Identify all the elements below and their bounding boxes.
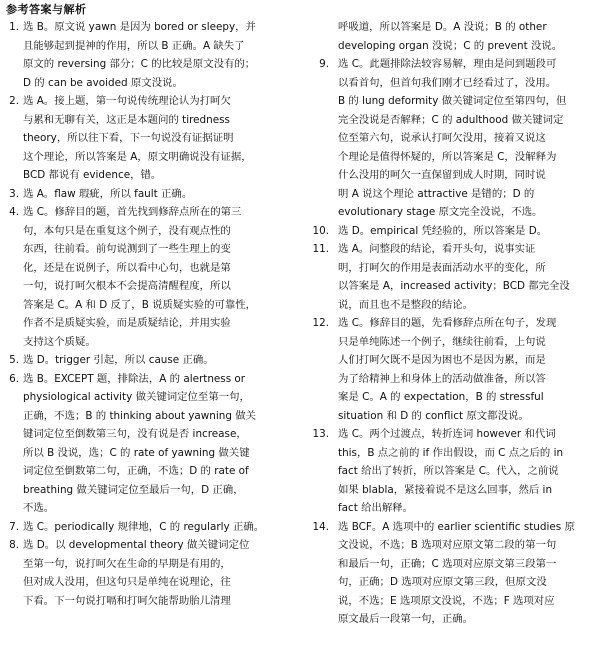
- answer-line: 什么没用的呵欠一直保留到成人时期，同时说: [338, 169, 546, 181]
- answer-number: 9.: [319, 58, 329, 70]
- answer-line: 为了给精神上和身体上的活动做准备，所以答: [338, 372, 546, 385]
- answer-line: 选 C。修辞目的题，先看修辞点所在句子，发现: [338, 317, 557, 329]
- answer-line: 一句，说打呵欠根本不会提高清醒程度，所以: [23, 280, 231, 292]
- answer-line: 以答案是 A，increased activity；BCD 都完全没: [338, 280, 570, 292]
- answer-line: 文没说，不选；B 选项对应原文第二段的第一句: [338, 539, 557, 551]
- answer-line: 这个理论，所以答案是 A，原文明确说没有证据，: [23, 150, 252, 163]
- answer-number: 7.: [9, 520, 19, 533]
- answer-line: 案是 C。A 的 expectation，B 的 stressful: [338, 391, 544, 403]
- answer-number: 14.: [312, 520, 329, 533]
- answer-line: 选 C。两个过渡点，转折连词 however 和代词: [338, 428, 556, 440]
- answer-item: [6, 536, 282, 610]
- answer-number: 11.: [312, 243, 329, 255]
- answer-line: 人们打呵欠既不是因为困也不是因为累，而是: [338, 354, 546, 366]
- answer-line: 键词定位至倒数第三句，没有说是否 increase，: [23, 428, 247, 440]
- answer-line: 位至第六句，说承认打呵欠没用，接着又说这: [338, 132, 546, 144]
- answer-line: evolutionary stage 原文完全没说，不选。: [338, 206, 543, 218]
- answer-item: [311, 55, 592, 222]
- answer-line: 选 A。问整段的结论，看开头句，说事实证: [338, 243, 536, 255]
- answer-line: developing organ 没说；C 的 prevent 没说。: [338, 39, 563, 52]
- answer-line: 只是单纯陈述一个例子，继续往前看，上句说: [338, 335, 546, 348]
- answer-line: this，B 点之前的 if 作出假设，而 C 点之后的 in: [338, 446, 564, 459]
- answer-line: 说，不选；E 选项原文没说，不选；F 选项对应: [338, 594, 555, 607]
- answer-line: fact 给出了转折，所以答案是 C。代入，之前说: [338, 465, 559, 477]
- answer-line: BCD 都说有 evidence，错。: [23, 169, 162, 181]
- answer-line: 明 A 说这个理论 attractive 是错的；D 的: [338, 187, 535, 200]
- answer-item: [6, 351, 282, 370]
- answer-line: 以看首句，但首句我们刚才已经看过了，没用。: [338, 76, 557, 89]
- answer-line: 选 D。trigger 引起，所以 cause 正确。: [23, 354, 214, 366]
- page-title: 参考答案与解析: [6, 3, 87, 16]
- answer-line: 化，还是在说例子，所以看中心句，也就是第: [23, 261, 231, 274]
- answer-line: 正确，不选；B 的 thinking about yawning 做关: [23, 409, 257, 422]
- answer-number: 13.: [312, 428, 329, 440]
- answer-item: [6, 203, 282, 351]
- answer-line: 原文的 reversing 部分；C 的比较是原文没有的；: [23, 58, 256, 70]
- answer-line: 选 D。以 developmental theory 做关键词定位: [23, 539, 250, 551]
- answer-line: 选 A。接上题，第一句说传统理论认为打呵欠: [23, 95, 231, 107]
- answer-number: 5.: [9, 354, 19, 366]
- answer-line: 与累和无聊有关，这正是本题问的 tiredness: [23, 113, 230, 126]
- answer-line: 呼吸道，所以答案是 D。A 没说；B 的 other: [338, 21, 547, 33]
- answer-line: theory，所以往下看，下一句说没有证据证明: [23, 132, 234, 144]
- answer-line: 支持这个质疑。: [23, 335, 96, 348]
- answer-line: 词定位至倒数第二句，正确，不选；D 的 rate of: [23, 465, 249, 477]
- answer-number: 8.: [9, 539, 19, 551]
- answer-item: [6, 370, 282, 518]
- answer-number: 10.: [312, 224, 329, 237]
- answer-line: 明，打呵欠的作用是表面活动水平的变化，所: [338, 261, 546, 274]
- answer-line: 句，正确；D 选项对应原文第三段，但原文没: [338, 576, 547, 588]
- answer-item: [6, 18, 282, 92]
- answer-item: [311, 18, 592, 55]
- answer-number: 12.: [312, 317, 329, 329]
- answer-number: 1.: [9, 21, 19, 33]
- answer-line: situation 和 D 的 conflict 原文都没说。: [338, 409, 529, 422]
- answer-line: 选 C。修辞目的题，首先找到修辞点所在的第三: [23, 206, 242, 218]
- answer-number: 4.: [9, 206, 19, 218]
- answer-line: breathing 做关键词定位至最后一句，D 正确，: [23, 483, 244, 496]
- answer-line: 选 BCF。A 选项中的 earlier scientific studies 原: [338, 520, 575, 533]
- answer-line: 说，而且也不是整段的结论。: [338, 298, 474, 311]
- answer-item: [311, 425, 592, 518]
- answer-line: 选 B。EXCEPT 题，排除法，A 的 alertness or: [23, 372, 246, 385]
- answer-line: 不选。: [23, 502, 55, 514]
- answer-line: 个理论是值得怀疑的，所以答案是 C，没解释为: [338, 150, 557, 163]
- answer-line: 至第一句，说打呵欠在生命的早期是有用的，: [23, 557, 231, 570]
- answer-line: 完全没说是否解释；C 的 adulthood 做关键词定: [338, 113, 564, 126]
- answer-item: [6, 92, 282, 185]
- answer-line: 答案是 C。A 和 D 反了，B 说质疑实验的可靠性，: [23, 298, 257, 311]
- answer-column-left: [6, 18, 282, 610]
- answer-line: D 的 can be avoided 原文没说。: [23, 76, 183, 89]
- answer-item: [311, 240, 592, 314]
- answer-line: 选 C。此题排除法较容易解，理由是问到题段可: [338, 58, 557, 70]
- answer-line: 原文最后一段第一句，正确。: [338, 613, 474, 625]
- answer-line: physiological activity 做关键词定位至第一句，: [23, 391, 250, 403]
- answer-line: 且能够起到提神的作用，所以 B 正确。A 缺失了: [23, 39, 245, 52]
- answer-column-right: [311, 18, 592, 629]
- answer-item: [6, 518, 282, 537]
- answer-line: 作者不是质疑实验，而是质疑结论，并用实验: [23, 317, 231, 329]
- answer-item: [311, 518, 592, 629]
- answer-number: 3.: [9, 187, 19, 200]
- answer-line: 选 B。原文说 yawn 是因为 bored or sleepy，并: [23, 21, 256, 33]
- answer-line: 句，本句只是在重复这个例子，没有观点性的: [23, 224, 231, 237]
- answer-line: 和最后一句，正确；C 选项对应原文第三段第一: [338, 557, 557, 570]
- answer-line: 选 A。flaw 瑕疵，所以 fault 正确。: [23, 187, 193, 200]
- answer-line: 下看。下一句说打嗝和打呵欠能帮助胎儿清理: [23, 594, 231, 607]
- answer-item: [6, 185, 282, 204]
- answer-line: B 的 lung deformity 做关键词定位至第四句，但: [338, 95, 567, 107]
- answer-item: [311, 222, 592, 241]
- answer-number: 2.: [9, 95, 19, 107]
- answer-line: 但对成人没用，但这句只是单纯在说理论，往: [23, 576, 231, 588]
- answer-line: 所以 B 没说，选；C 的 rate of yawning 做关键: [23, 446, 250, 459]
- answer-number: 6.: [9, 372, 19, 385]
- answer-line: 选 D。empirical 凭经验的，所以答案是 D。: [338, 224, 548, 237]
- answer-line: fact 给出解释。: [338, 502, 414, 514]
- answer-line: 选 C。periodically 规律地，C 的 regularly 正确。: [23, 520, 265, 533]
- answer-line: 东西，往前看。前句说测到了一些生理上的变: [23, 243, 231, 255]
- answer-line: 如果 blabla，紧接着说不是这么回事，然后 in: [338, 483, 553, 496]
- answer-item: [311, 314, 592, 425]
